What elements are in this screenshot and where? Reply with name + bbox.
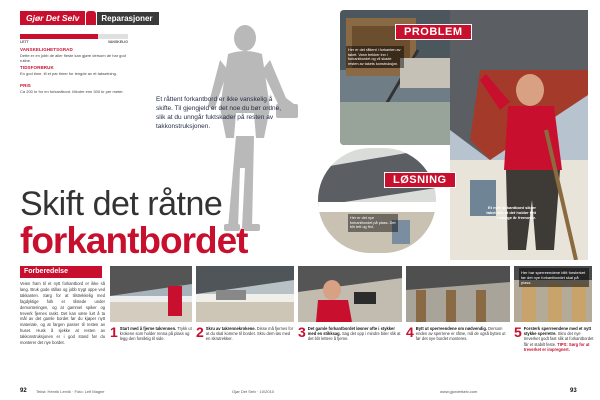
step-number: 5 [514,324,522,340]
step-lead: Forsterk sperreendene med et nytt stykke sperretre. [523,326,592,337]
worker-note: Et nytt forkantbord sikrer taket slik at det holder tett i mange år fremover. [486,205,536,220]
difficulty-meter-fill [20,34,98,39]
new-eave-image [318,148,436,253]
info-time [20,65,126,76]
prep-heading: Forberedelse [20,266,102,278]
solution-label: LØSNING [384,172,456,188]
step-text: Disse må fjernes for at du skal komme til bordet. Skru dem løs med en skrutrekker. [205,326,294,342]
step-text: Trykk ut krokene som holder renna på plass og legg den forsiktig til side. [119,326,192,342]
step-2-caption [196,326,294,342]
step-lead: Start med å fjerne takrennen. [119,326,177,331]
prep-body-text: Veien fram til et nytt forkantbord er ikke så lang. Bruk gode stillas og jobb trygt oppe ved takkanten. Sørg for at tilstrekkelig med fagdyktige folk er tilstede under demonteringen, og at gammel spiker og treverk fjernes raskt. Det kan være lurt å ta mål av det gamle bordet før du kjøper nytt materiale, og at fargen passer til resten av huset. Husk å sjekke at resten av takkonstruksjonen er i god stand før du monterer det nye bordet. [20,281,105,346]
worker-logo-icon [86,11,96,25]
step-lead: Skru av takrennekrokene. [205,326,256,331]
remove-gutter-image [110,266,192,322]
difficulty-meter [20,34,128,39]
section-label: Reparasjoner [97,12,158,25]
info-text: Dette er en jobb de aller fleste kan gjøre dersom de har god rutine. [20,53,126,63]
step-lead: Bytt ut sperreendene om nødvendig. [415,326,487,331]
difficulty-low-label: LETT [20,40,29,44]
difficulty-high-label: VANSKELIG [107,40,128,44]
step-number: 3 [298,324,306,340]
info-title: TIDSFORBRUK [20,65,54,70]
step-1-photo [110,266,192,322]
worker-on-ladder-image [450,10,588,260]
info-text: Ca 200 kr for en forkantbord. Mindre enn 300 kr per meter. [20,89,124,94]
website-text: www.gjordetselv.com [440,389,478,394]
credits-text: Tekst: Henrik Lervik · Foto: Leif Magne [36,389,105,394]
step-3-photo [298,266,402,322]
info-price [20,83,126,94]
intro-paragraph: Et råttent forkantbord er ikke vanskelig å skifte. Til gjengjeld er det noe du bør ordne, slik at du unngår fuktskader på resten av takkonstruksjonen. [156,96,282,130]
step-tips: TIPS: Sørg for at treverket er impregnert. [523,341,590,352]
info-title: VANSKELIGHETSGRAD [20,47,73,52]
article-title-line1: Skift det råtne [20,185,223,223]
step-text: Dersom enden av sperrene er råtne, må de også byttes ut før det nye bordet monteres. [415,326,506,342]
step-2-photo [196,266,294,322]
step-number: 2 [196,324,204,340]
step-4-photo [406,266,510,322]
info-title: PRIS [20,83,31,88]
step-number: 1 [110,324,118,340]
page-footer [0,385,600,399]
step-text: Skru det nye treverket godt fast slik at forkantbordet får et stabilt feste. [523,331,594,347]
step-5-caption [514,326,594,352]
info-text: En god time, til et par timer for lengde av et taksetning. [20,71,117,76]
difficulty-labels [20,40,128,44]
step-text: Sag det opp i mindre biter slik at det blir lettere å fjerne. [307,331,401,342]
problem-label: PROBLEM [395,24,472,40]
step-3-caption [298,326,402,342]
solution-note: Her er det nye forkantbordet på plass. Det blir tett og fint. [348,214,398,232]
solution-photo [318,148,436,253]
unscrew-brackets-image [196,266,294,322]
step-lead: Det gamle forkantbordet løsner ofte i stykker med en stikksag. [307,326,395,337]
brand-logo: Gjør Det Selv [20,11,85,25]
replace-rafter-ends-image [406,266,510,322]
right-page-number: 93 [570,388,577,394]
step-5-photo-note: Her har sperreendene blitt forsterket før det nye forkantbordet skal på plass. [519,268,589,287]
left-page-number: 92 [20,388,27,394]
step-1-caption [110,326,194,342]
problem-note: Her er det råttent i forkanten av taket. Vann trekker inn i forkantbordet og vil skade resten av takets konstruksjon. [346,46,404,68]
magazine-brand [20,11,159,25]
article-title-line2: forkantbordet [20,220,248,261]
saw-old-board-image [298,266,402,322]
info-difficulty [20,47,126,63]
step-4-caption [406,326,510,342]
worker-photo [450,10,588,260]
issue-text: Gjør Det Selv · 10/2010 [232,389,275,394]
step-number: 4 [406,324,414,340]
